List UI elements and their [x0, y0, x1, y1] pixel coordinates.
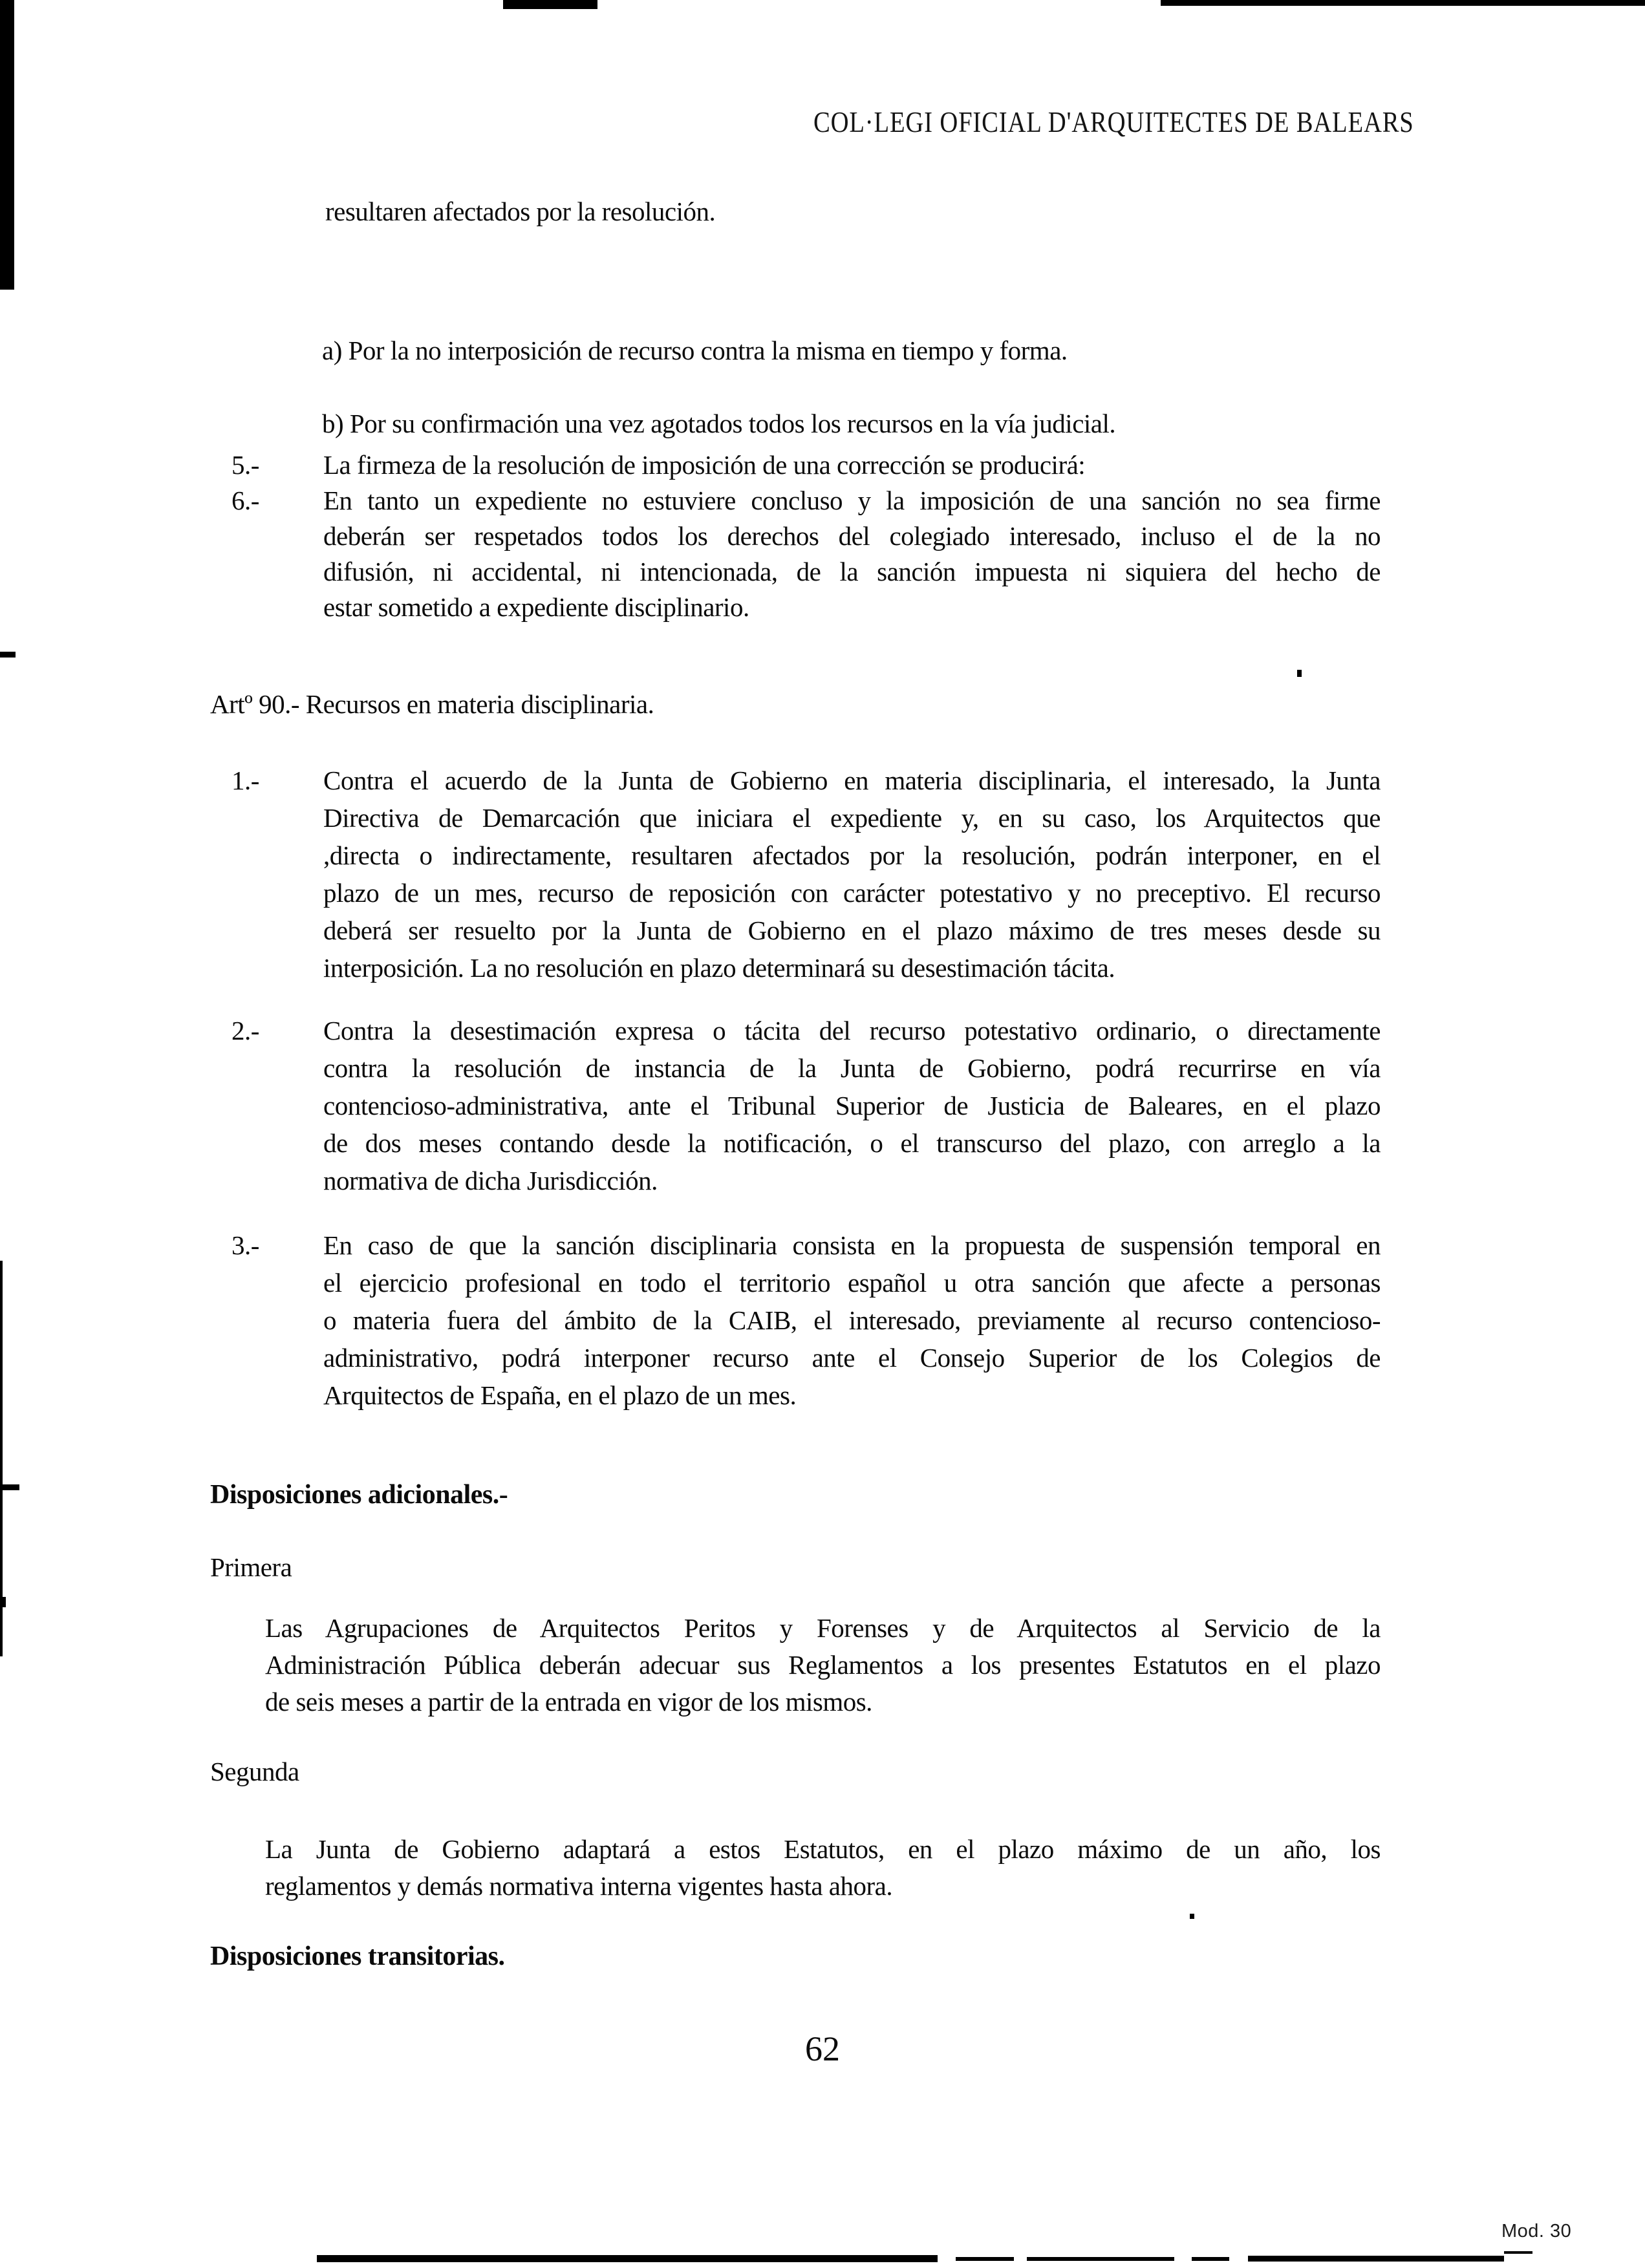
scan-artifact-bottom-line-tail [1504, 2251, 1532, 2254]
article-heading: Artº 90.- Recursos en materia disciplinaria. [210, 689, 654, 719]
list-number: 5.- [231, 450, 259, 480]
body-line: Las Agrupaciones de Arquitectos Peritos y Forenses y de Arquitectos al Servicio de la [265, 1613, 1381, 1643]
subsection-label-primera: Primera [210, 1552, 292, 1582]
body-line: contencioso-administrativa, ante el Tribunal Superior de Justicia de Baleares, en el plazo [323, 1091, 1381, 1120]
body-line: interposición. La no resolución en plazo determinará su desestimación tácita. [323, 953, 1115, 983]
body-line: deberá ser resuelto por la Junta de Gobierno en el plazo máximo de tres meses desde su [323, 915, 1381, 945]
list-number: 2.- [231, 1016, 259, 1045]
scan-artifact-speck [1190, 1914, 1194, 1919]
body-line: Directiva de Demarcación que iniciara el expediente y, en su caso, los Arquitectos que [323, 803, 1381, 833]
page-number: 62 [805, 2029, 840, 2068]
scan-artifact-left-dash [0, 1484, 19, 1490]
body-line: deberán ser respetados todos los derechos del colegiado interesado, incluso el de la no [323, 521, 1381, 551]
scan-artifact-bottom-line [1027, 2257, 1174, 2261]
scan-artifact-top-line [1161, 0, 1645, 6]
scan-artifact-left-dash [0, 652, 16, 658]
body-line: estar sometido a expediente disciplinario. [323, 592, 749, 622]
scan-artifact-bottom-line [956, 2257, 1014, 2261]
body-line: normativa de dicha Jurisdicción. [323, 1166, 658, 1195]
body-line: Administración Pública deberán adecuar sus Reglamentos a los presentes Estatutos en el plazo [265, 1650, 1381, 1680]
body-line: En caso de que la sanción disciplinaria consista en la propuesta de suspensión temporal en [323, 1230, 1381, 1260]
list-number: 6.- [231, 486, 259, 515]
body-line: o materia fuera del ámbito de la CAIB, el interesado, previamente al recurso contencioso- [323, 1305, 1381, 1335]
body-line: resultaren afectados por la resolución. [325, 197, 716, 226]
body-line: de dos meses contando desde la notificación, o el transcurso del plazo, con arreglo a la [323, 1128, 1381, 1158]
scan-artifact-top-mark [503, 0, 597, 9]
lettered-item-a: a) Por la no interposición de recurso contra la misma en tiempo y forma. [322, 336, 1068, 365]
body-line: ,directa o indirectamente, resultaren afectados por la resolución, podrán interponer, en el [323, 840, 1381, 870]
body-line: de seis meses a partir de la entrada en vigor de los mismos. [265, 1687, 872, 1717]
body-line: Contra la desestimación expresa o tácita del recurso potestativo ordinario, o directamente [323, 1016, 1381, 1045]
body-line: reglamentos y demás normativa interna vigentes hasta ahora. [265, 1871, 893, 1901]
lettered-item-b: b) Por su confirmación una vez agotados todos los recursos en la vía judicial. [322, 409, 1116, 438]
body-line: La firmeza de la resolución de imposición de una corrección se producirá: [323, 450, 1086, 480]
body-line: Contra el acuerdo de la Junta de Gobierno en materia disciplinaria, el interesado, la Junta [323, 765, 1381, 795]
scan-artifact-left-bar [0, 0, 14, 290]
scan-artifact-bottom-line [1248, 2256, 1504, 2262]
body-line: el ejercicio profesional en todo el territorio español u otra sanción que afecte a personas [323, 1268, 1381, 1298]
body-line: difusión, ni accidental, ni intencionada, de la sanción impuesta ni siquiera del hecho de [323, 557, 1381, 586]
body-line: administrativo, podrá interponer recurso ante el Consejo Superior de los Colegios de [323, 1343, 1381, 1373]
masthead-title: COL·LEGI OFICIAL D'ARQUITECTES DE BALEARS [813, 105, 1414, 138]
body-line: En tanto un expediente no estuviere concluso y la imposición de una sanción no sea firme [323, 486, 1381, 515]
body-line: contra la resolución de instancia de la Junta de Gobierno, podrá recurrirse en vía [323, 1053, 1381, 1083]
section-heading-transitorias: Disposiciones transitorias. [210, 1942, 505, 1971]
body-line: Arquitectos de España, en el plazo de un mes. [323, 1380, 797, 1410]
list-number: 1.- [231, 765, 259, 795]
scan-artifact-bottom-line [317, 2255, 938, 2262]
scan-artifact-speck [0, 1597, 6, 1607]
body-line: plazo de un mes, recurso de reposición con carácter potestativo y no preceptivo. El recurso [323, 878, 1381, 908]
section-heading-adicionales: Disposiciones adicionales.- [210, 1480, 508, 1510]
footer-model-mark: Mod. 30 [1501, 2221, 1572, 2241]
scan-artifact-speck [1297, 670, 1302, 677]
scan-artifact-bottom-line [1192, 2257, 1229, 2261]
list-number: 3.- [231, 1230, 259, 1260]
subsection-label-segunda: Segunda [210, 1757, 299, 1786]
body-line: La Junta de Gobierno adaptará a estos Estatutos, en el plazo máximo de un año, los [265, 1834, 1381, 1864]
